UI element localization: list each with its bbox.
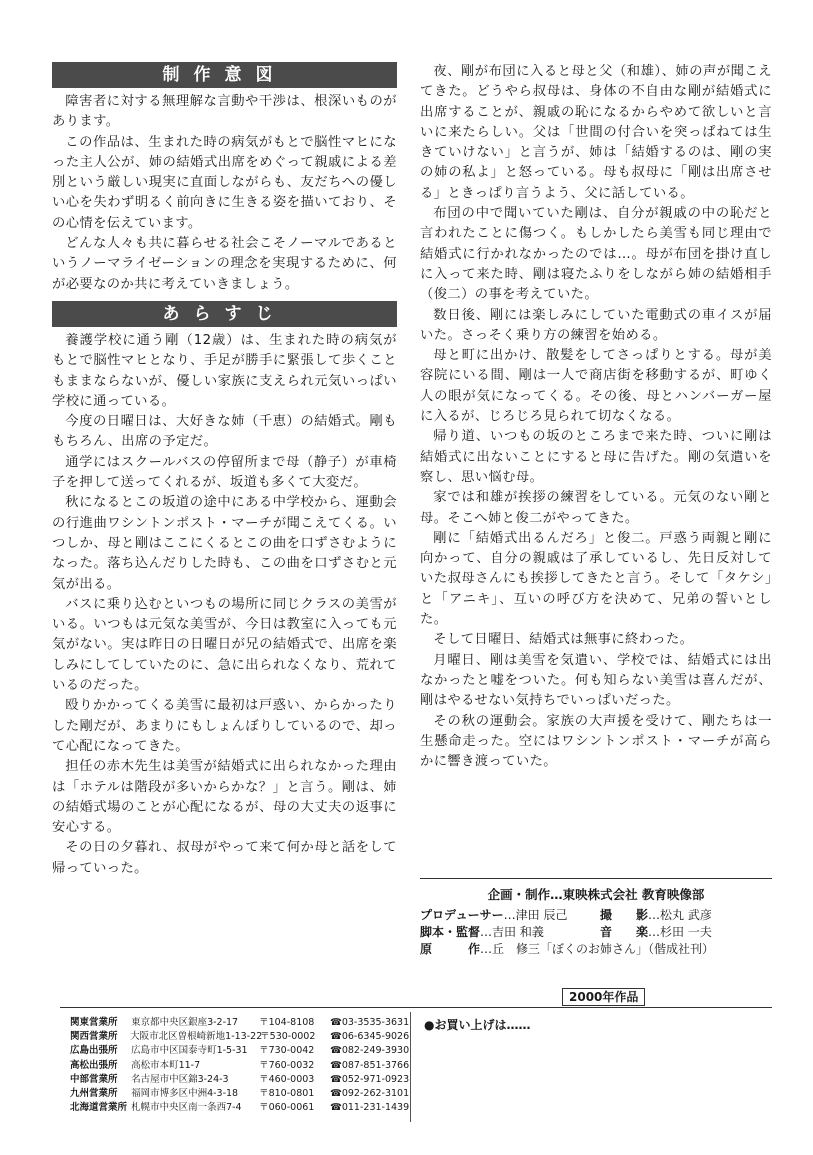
- synopsis-paragraph: バスに乗り込むといつもの場所に同じクラスの美雪がいる。いつもは元気な美雪が、今日は教室に入っても元気がない。実は昨日の日曜日が兄の結婚式で、出席を楽しみにしてしていたのに、急に出られなくなり、荒れているのだった。: [52, 596, 397, 694]
- credits-block: [420, 878, 772, 958]
- office-name: 高松出張所: [70, 1059, 118, 1071]
- office-zip: 〒760-0032: [259, 1059, 315, 1071]
- office-zip: 〒810-0801: [259, 1088, 315, 1100]
- office-zip: 〒104-8108: [259, 1017, 315, 1028]
- left-column: [52, 62, 397, 879]
- credit-label: 脚本・監督: [420, 925, 481, 939]
- synopsis-paragraph: 家では和雄が挨拶の練習をしている。元気のない剛と母。そこへ姉と俊二がやってきた。: [420, 490, 772, 526]
- credit-value: …津田 辰己: [503, 908, 568, 922]
- production-year-badge: 2000年作品: [562, 988, 645, 1006]
- office-tel: ☎092-262-3101: [330, 1088, 410, 1100]
- office-zip: 〒060-0061: [259, 1102, 315, 1114]
- office-name: 北海道営業所: [70, 1102, 128, 1114]
- office-row: [70, 1059, 410, 1073]
- credit-row: [420, 924, 772, 941]
- right-column: [420, 62, 772, 772]
- office-tel: ☎052-971-0923: [330, 1073, 410, 1085]
- credit-value: …杉田 一夫: [648, 925, 712, 939]
- office-row: [70, 1101, 410, 1115]
- office-list: [70, 1016, 410, 1115]
- purchase-label: ●お買い上げは……: [424, 1018, 531, 1032]
- synopsis-paragraph: そして日曜日、結婚式は無事に終わった。: [433, 632, 694, 648]
- office-row: [70, 1016, 410, 1030]
- intent-heading: 制作意図: [52, 62, 397, 88]
- footer-divider: [60, 1007, 772, 1008]
- credit-label: 音 楽: [600, 925, 649, 939]
- office-tel: ☎03-3535-3631: [330, 1017, 410, 1028]
- office-address: 大阪市北区曽根崎新地1-13-22: [130, 1031, 263, 1043]
- credits-title: 企画・制作…東映株式会社 教育映像部: [487, 887, 705, 902]
- credit-value: …松丸 武彦: [648, 908, 712, 922]
- synopsis-paragraph: 帰り道、いつもの坂のところまで来た時、ついに剛は結婚式に出ないことにすると母に告げた。剛の気遣いを察し、思い悩む母。: [420, 429, 772, 485]
- synopsis-paragraph: 養護学校に通う剛（12歳）は、生まれた時の病気がもとで脳性マヒとなり、手足が勝手に緊張して歩くこともままならないが、優しい家族に支えられ元気いっぱい学校に通っている。: [52, 332, 397, 409]
- credit-row: [420, 941, 772, 958]
- office-zip: 〒460-0003: [259, 1073, 315, 1085]
- office-name: 関西営業所: [70, 1031, 118, 1043]
- office-address: 札幌市中央区南一条西7-4: [131, 1102, 242, 1114]
- office-tel: ☎06-6345-9026: [330, 1031, 410, 1043]
- office-address: 高松市本町11-7: [131, 1059, 201, 1071]
- office-address: 福岡市博多区中洲4-3-18: [131, 1088, 239, 1100]
- office-address: 名古屋市中区錦3-24-3: [131, 1073, 229, 1085]
- office-tel: ☎011-231-1439: [330, 1102, 410, 1114]
- credit-label: 撮 影: [600, 908, 649, 922]
- synopsis-paragraph: その日の夕暮れ、叔母がやって来て何か母と話をして帰っていった。: [52, 840, 397, 876]
- office-name: 中部営業所: [70, 1073, 118, 1085]
- credit-label: 原 作: [420, 942, 481, 956]
- office-name: 九州営業所: [70, 1088, 118, 1100]
- office-row: [70, 1073, 410, 1087]
- office-row: [70, 1030, 410, 1044]
- office-row: [70, 1044, 410, 1058]
- synopsis-paragraph: 通学にはスクールバスの停留所まで母（静子）が車椅子を押して送ってくれるが、坂道も多くて大変だ。: [52, 454, 397, 491]
- footer-vertical-divider: [410, 1012, 411, 1122]
- office-tel: ☎087-851-3766: [330, 1059, 410, 1071]
- credit-label: プロデューサー: [420, 908, 504, 922]
- office-address: 東京都中央区銀座3-2-17: [131, 1017, 239, 1028]
- office-row: [70, 1087, 410, 1101]
- synopsis-paragraph: 母と町に出かけ、散髪をしてさっぱりとする。母が美容院にいる間、剛は一人で商店街を移動するが、町ゆく人の眼が気になってくる。その後、母とハンバーガー屋に入るが、じろじろ見られて切なくなる。: [420, 348, 772, 425]
- office-zip: 〒730-0042: [259, 1045, 315, 1057]
- synopsis-paragraph: 数日後、剛には楽しみにしていた電動式の車イスが届いた。さっそく乗り方の練習を始める。: [420, 307, 772, 343]
- synopsis-paragraph: 月曜日、剛は美雪を気遣い、学校では、結婚式には出なかったと嘘をついた。何も知らない美雪は喜んだが、剛はやるせない気持ちでいっぱいだった。: [420, 652, 772, 709]
- synopsis-paragraph: 殴りかかってくる美雪に最初は戸惑い、からかったりした剛だが、あまりにもしょんぼりしているので、却って心配になってきた。: [52, 698, 397, 754]
- synopsis-paragraph: 布団の中で聞いていた剛は、自分が親戚の中の恥だと言われたことに傷つく。もしかしたら美雪も同じ理由で結婚式に行かれなかったのでは…。母が布団を掛け直しに入って来た時、剛は寝たふりをしながら姉の結婚相手（俊二）の事を考えていた。: [420, 206, 772, 303]
- credit-row: [420, 907, 772, 924]
- credit-value: …吉田 和義: [480, 925, 544, 939]
- office-address: 広島市中区国泰寺町1-5-31: [131, 1045, 248, 1057]
- synopsis-paragraph: 担任の赤木先生は美雪が結婚式に出られなかった理由は「ホテルは階段が多いからかな？」と言う。剛は、姉の結婚式場のことが心配になるが、母の大丈夫の返事に安心する。: [52, 759, 397, 836]
- synopsis-paragraph: 夜、剛が布団に入ると母と父（和雄）、姉の声が聞こえてきた。どうやら叔母は、身体の不自由な剛が結婚式に出席することが、親戚の恥になるからやめて欲しいと言いに来たらしい。父は「世間の付合いを突っぱねては生きていけない」と言うが、姉は「結婚するのは、剛の実の姉の私よ」と怒っている。母も叔母に「剛は出席させる」ときっぱり言うよう、父に話している。: [420, 64, 772, 201]
- synopsis-paragraph: 今度の日曜日は、大好きな姉（千恵）の結婚式。剛ももちろん、出席の予定だ。: [52, 414, 397, 450]
- credit-value: …丘 修三「ぼくのお姉さん」（偕成社刊）: [480, 942, 715, 956]
- intent-paragraph: どんな人々も共に暮らせる社会こそノーマルであるというノーマライゼーションの理念を実現するために、何が必要なのか共に考えていきましょう。: [52, 236, 397, 292]
- synopsis-paragraph: 剛に「結婚式出るんだろ」と俊二。戸惑う両親と剛に向かって、自分の親戚は了承しているし、先日反対していた叔母さんにも挨拶してきたと言う。そして「タケシ」と「アニキ」、互いの呼び方を決めて、兄弟の誓いとした。: [420, 530, 772, 628]
- office-zip: 〒530-0002: [260, 1031, 316, 1043]
- office-tel: ☎082-249-3930: [330, 1045, 410, 1057]
- office-name: 関東営業所: [70, 1017, 118, 1028]
- synopsis-paragraph: その秋の運動会。家族の大声援を受けて、剛たちは一生懸命走った。空にはワシントンポスト・マーチが高らかに響き渡っていた。: [420, 713, 772, 770]
- intent-paragraph: 障害者に対する無理解な言動や干渉は、根深いものがあります。: [52, 94, 397, 130]
- synopsis-heading: あらすじ: [52, 301, 397, 327]
- office-name: 広島出張所: [70, 1045, 118, 1057]
- synopsis-paragraph: 秋になるとこの坂道の途中にある中学校から、運動会の行進曲ワシントンポスト・マーチが聞こえてくる。いつしか、母と剛はここにくるとこの曲を口ずさむようになった。落ち込んだりした時も、この曲を口ずさむと元気が出る。: [52, 495, 397, 592]
- intent-paragraph: この作品は、生まれた時の病気がもとで脳性マヒになった主人公が、姉の結婚式出席をめぐって親戚による差別という厳しい現実に直面しながらも、友だちへの優しい心を失わず明るく前向きに生きる姿を描いており、その心情を伝えています。: [52, 134, 397, 231]
